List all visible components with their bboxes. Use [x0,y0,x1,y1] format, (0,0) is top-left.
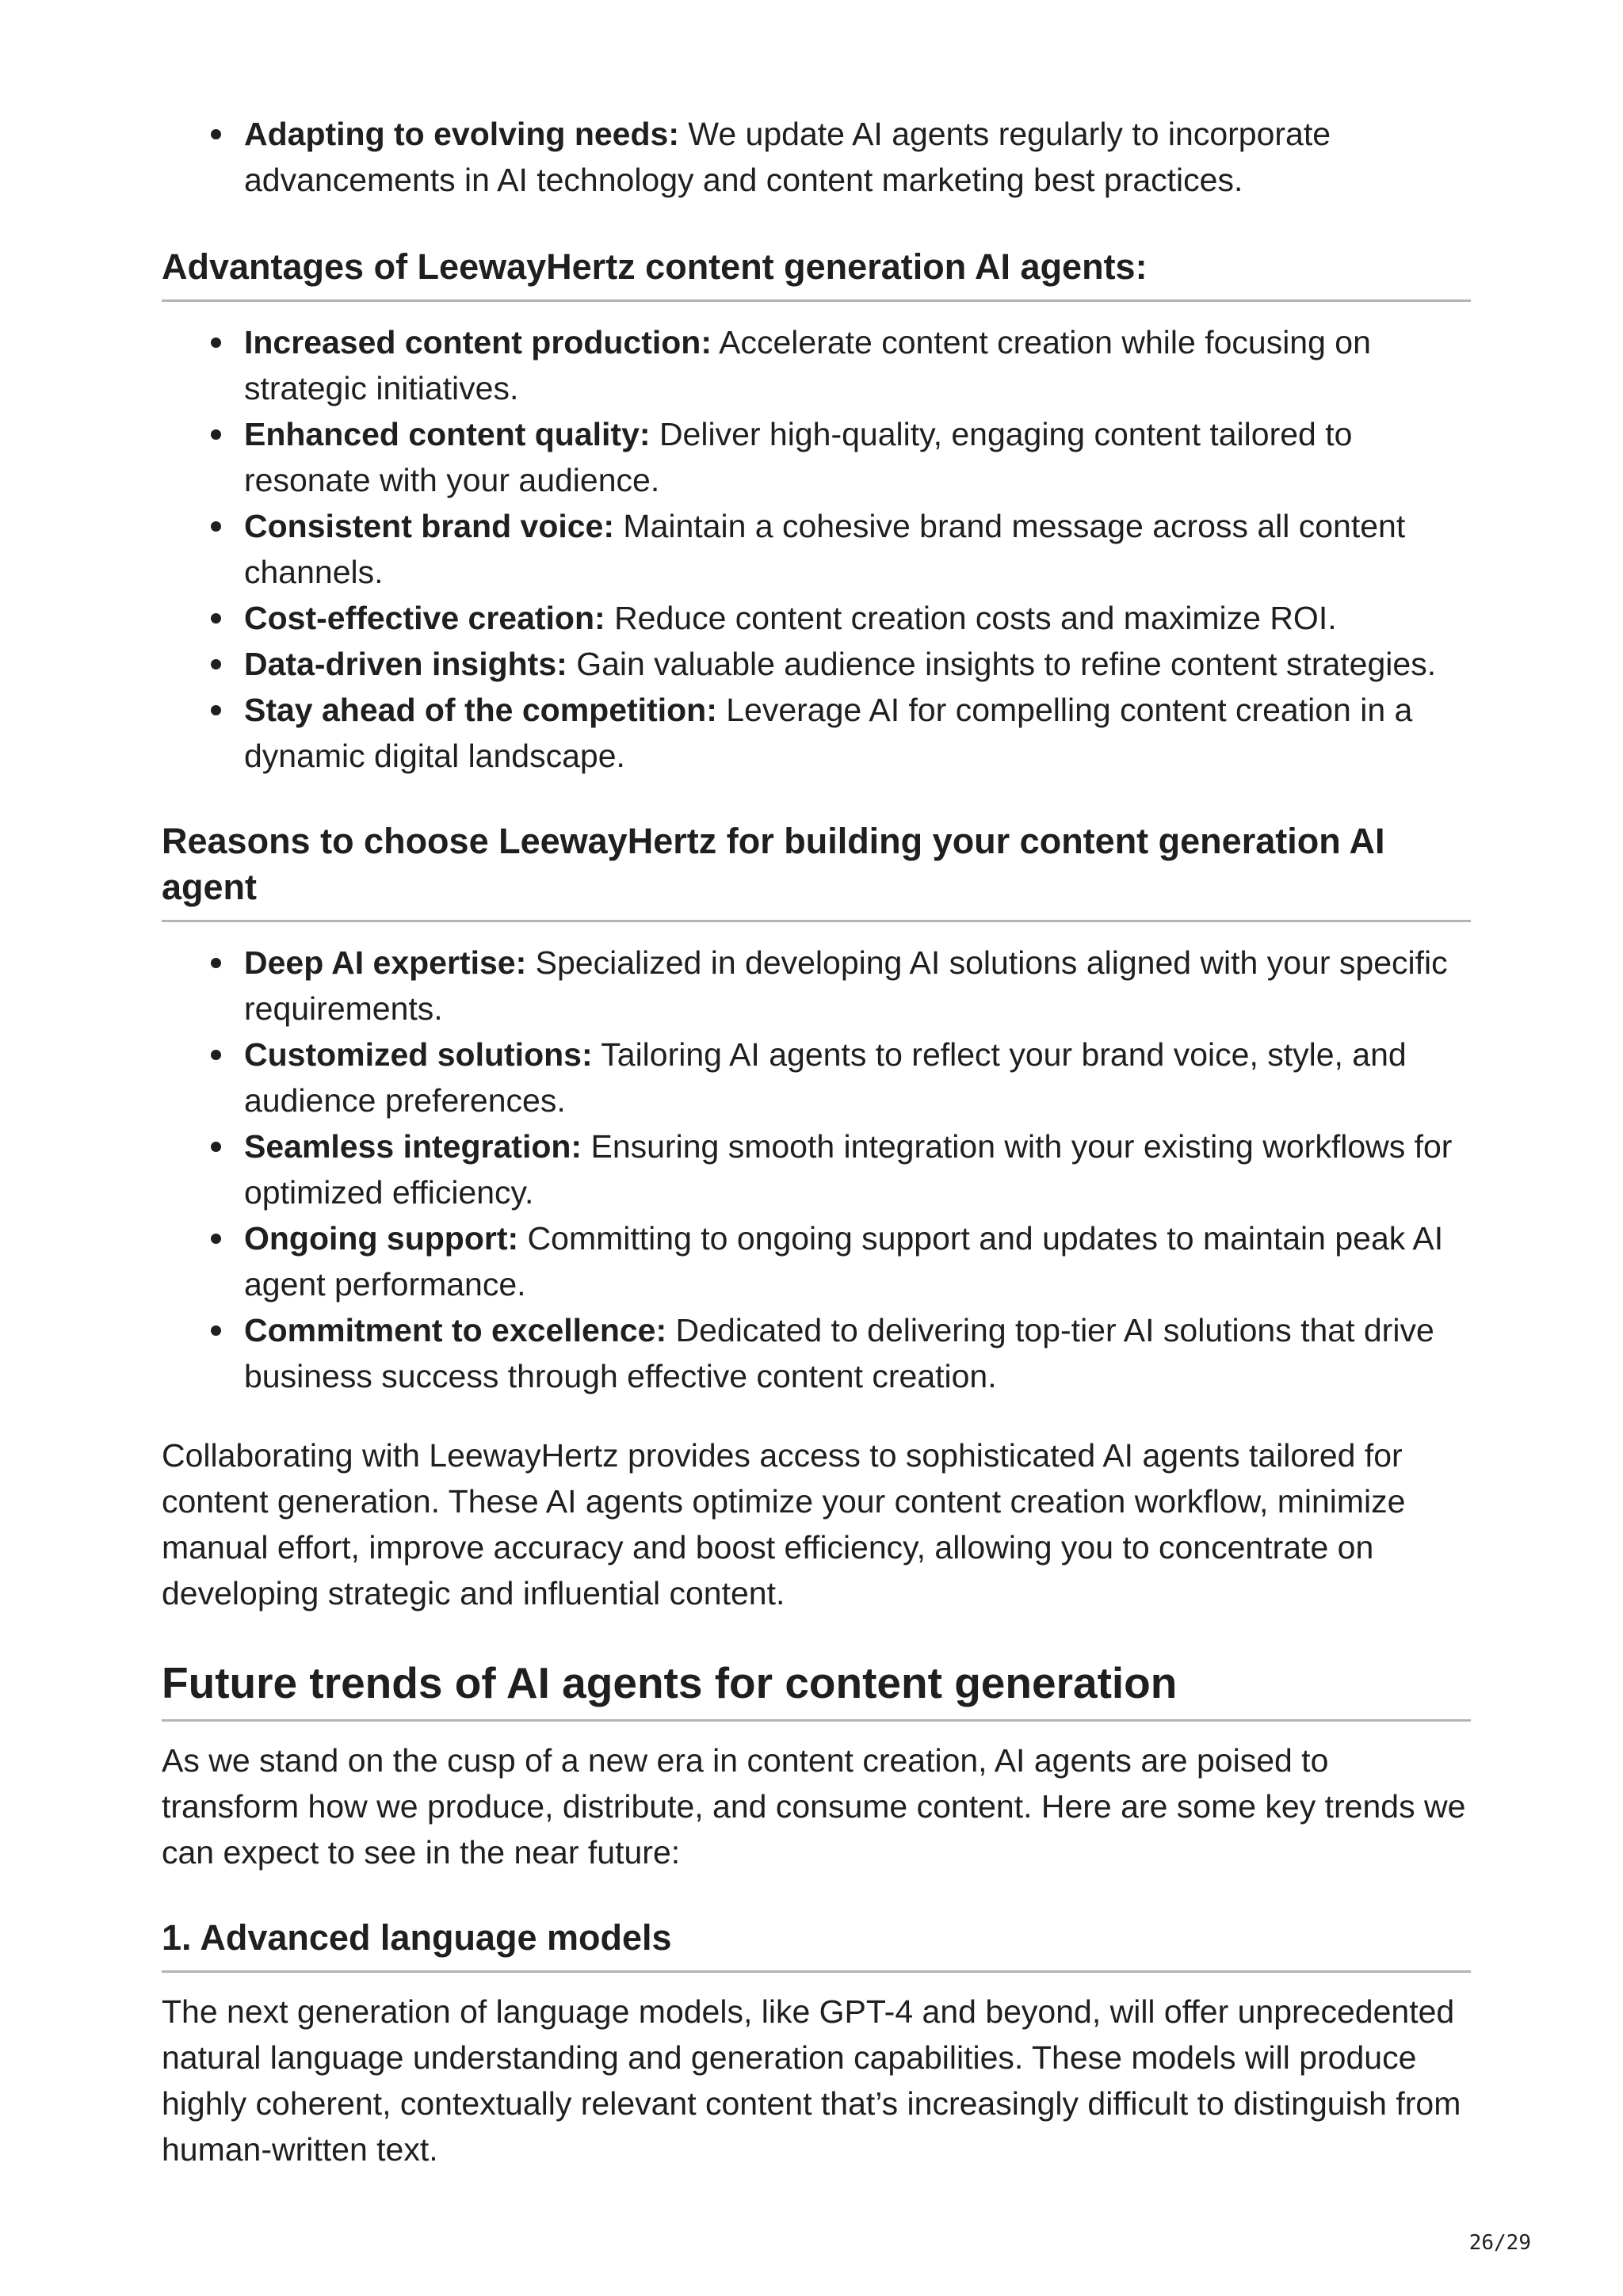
list-item-text: Accelerate content creation while focusing on strategic initiatives. [244,324,1371,406]
list-item [244,940,1471,1032]
list-item-term: Enhanced content quality: [244,416,651,452]
list-item [244,1032,1471,1123]
reasons-heading: Reasons to choose LeewayHertz for building your content generation AI agent [162,818,1471,922]
list-item-text: Maintain a cohesive brand message across all content channels. [244,508,1406,590]
list-item [244,687,1471,779]
list-item-term: Cost-effective creation: [244,600,605,636]
list-item-text: Committing to ongoing support and updates to maintain peak AI agent performance. [244,1220,1444,1302]
list-item-text: Specialized in developing AI solutions aligned with your specific requirements. [244,944,1448,1027]
advanced-models-paragraph: The next generation of language models, like GPT-4 and beyond, will offer unprecedented natural language understanding and generation capabilities. These models will produce highly coherent, contextually relevant content that’s increasingly difficult to distinguish from human-written text. [162,1993,1461,2168]
future-trends-heading: Future trends of AI agents for content generation [162,1656,1471,1722]
list-item-term: Consistent brand voice: [244,508,615,544]
list-item-text: Leverage AI for compelling content creation in a dynamic digital landscape. [244,692,1413,774]
list-item-term: Customized solutions: [244,1036,593,1073]
advantages-list [162,319,1471,779]
list-item [244,1123,1471,1215]
list-item-term: Seamless integration: [244,1128,582,1165]
advantages-heading: Advantages of LeewayHertz content generation AI agents: [162,244,1471,302]
future-trends-intro: As we stand on the cusp of a new era in content creation, AI agents are poised to transform how we produce, distribute, and consume content. Here are some key trends we can expect to see in the near future: [162,1742,1466,1871]
list-item-text: Deliver high-quality, engaging content tailored to resonate with your audience. [244,416,1353,498]
list-item-term: Adapting to evolving needs: [244,116,679,152]
page-number: 26/29 [1468,2231,1531,2255]
list-item [244,111,1471,203]
document-page [162,111,1471,2172]
list-item [244,1215,1471,1307]
list-item [244,411,1471,503]
collaboration-paragraph: Collaborating with LeewayHertz provides access to sophisticated AI agents tailored for content generation. These AI agents optimize your content creation workflow, minimize manual effort, improve accuracy and boost efficiency, allowing you to concentrate on developing strategic and influential content. [162,1437,1406,1611]
list-item-term: Ongoing support: [244,1220,519,1257]
list-item-term: Data-driven insights: [244,646,567,682]
advanced-models-heading: 1. Advanced language models [162,1915,1471,1973]
list-item-text: Gain valuable audience insights to refine content strategies. [576,646,1437,682]
list-item-text: Reduce content creation costs and maximize ROI. [614,600,1337,636]
intro-bullet-list [162,111,1471,203]
list-item-term: Commitment to excellence: [244,1312,667,1348]
list-item-text: Tailoring AI agents to reflect your brand voice, style, and audience preferences. [244,1036,1407,1119]
list-item [244,503,1471,595]
list-item-text: Ensuring smooth integration with your existing workflows for optimized efficiency. [244,1128,1453,1211]
list-item-term: Deep AI expertise: [244,944,527,981]
list-item [244,595,1471,641]
list-item [244,319,1471,411]
list-item-text: We update AI agents regularly to incorporate advancements in AI technology and content marketing best practices. [244,116,1331,198]
list-item-term: Increased content production: [244,324,712,360]
reasons-list [162,940,1471,1399]
list-item-term: Stay ahead of the competition: [244,692,717,728]
list-item-text: Dedicated to delivering top-tier AI solutions that drive business success through effective content creation. [244,1312,1434,1394]
list-item [244,641,1471,687]
list-item [244,1307,1471,1399]
